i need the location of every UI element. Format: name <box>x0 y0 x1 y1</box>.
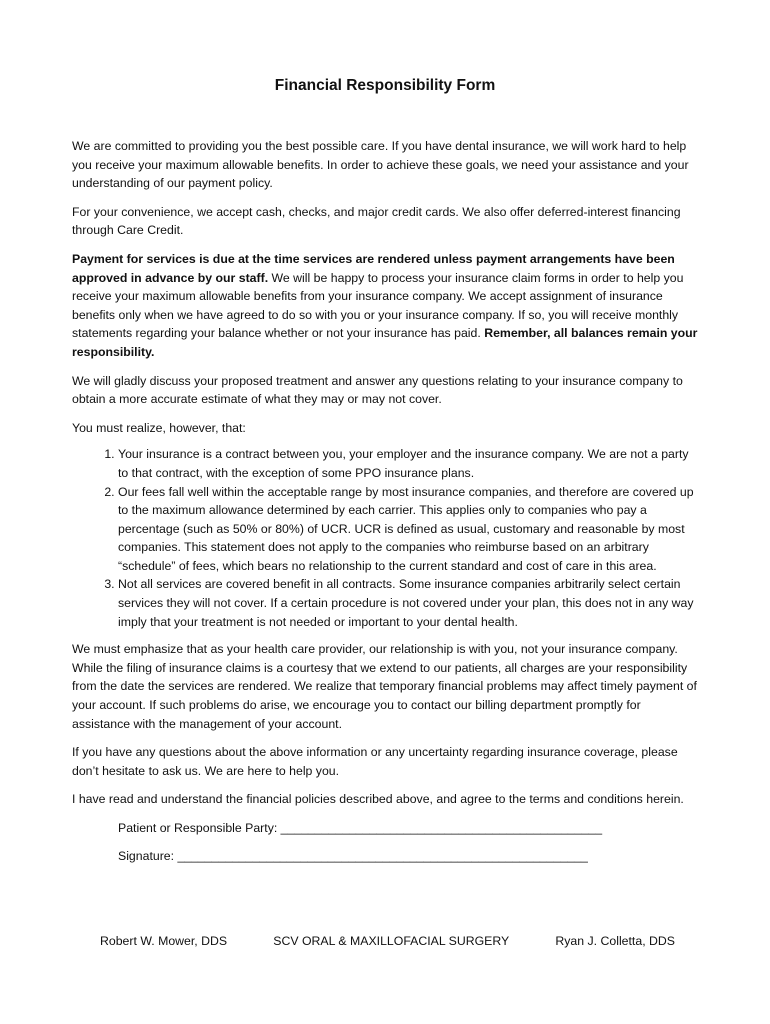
list-item: 2. Our fees fall well within the acceptable range by most insurance companies, and therefore are covered up to the maximum allowance determined by each carrier. This applies only to companies who pay a percentage (such as 50% or 80%) of UCR. UCR is defined as usual, customary and reasonable by most companies. This statement does not apply to the companies who reimburse based on an arbitrary “schedule” of fees, which bears no relationship to the current standard and cost of care in this area. <box>118 483 700 576</box>
paragraph-intro: We are committed to providing you the best possible care. If you have dental insurance, we will work hard to help you receive your maximum allowable benefits. In order to achieve these goals, we need your assistance and your understanding of our payment policy. <box>72 139 689 191</box>
document-body <box>72 137 700 865</box>
footer-practice-name: SCV ORAL & MAXILLOFACIAL SURGERY <box>273 934 510 948</box>
signature-field[interactable]: Signature: ____________________________________________________________ <box>118 848 588 863</box>
paragraph-relationship: We must emphasize that as your health care provider, our relationship is with you, not your insurance company. While the filing of insurance claims is a courtesy that we extend to our patients, all charges are your responsibility from the date the services are rendered. We realize that temporary financial problems may affect timely payment of your account. If such problems do arise, we encourage you to contact our billing department promptly for assistance with the management of your account. <box>72 642 697 731</box>
footer-doctor-left: Robert W. Mower, DDS <box>100 934 228 948</box>
paragraph-treatment-discussion: We will gladly discuss your proposed treatment and answer any questions relating to your insurance company to obtain a more accurate estimate of what they may or may not cover. <box>72 373 683 407</box>
page-title: Financial Responsibility Form <box>274 77 496 94</box>
list-item: 1. Your insurance is a contract between you, your employer and the insurance company. We are not a party to that contract, with the exception of some PPO insurance plans. <box>118 445 700 482</box>
footer <box>100 934 675 948</box>
paragraph-acknowledgement: I have read and understand the financial policies described above, and agree to the terms and conditions herein. <box>72 792 684 807</box>
balance-responsibility-notice: Remember, all balances remain your responsibility. <box>72 326 698 359</box>
insurance-claim-text: We will be happy to process your insurance claim forms in order to help you receive your maximum allowable benefits from your insurance company. We accept assignment of insurance benefits only when we have agreed to do so with you or your insurance company. If so, you will receive monthly statements regarding your balance whether or not your insurance has paid. <box>72 270 684 341</box>
list-item: 3. Not all services are covered benefit in all contracts. Some insurance companies arbitrarily select certain services they will not cover. If a certain procedure is not covered under your plan, this does not in any way imply that your treatment is not needed or important to your dental health. <box>118 575 700 631</box>
paragraph-payment-policy <box>72 250 700 362</box>
terms-list <box>72 445 700 631</box>
paragraph-payment-methods: For your convenience, we accept cash, checks, and major credit cards. We also offer deferred-interest financing through Care Credit. <box>72 204 681 238</box>
paragraph-realize-intro: You must realize, however, that: <box>72 420 246 435</box>
paragraph-questions: If you have any questions about the above information or any uncertainty regarding insurance coverage, please don’t hesitate to ask us. We are here to help you. <box>72 745 678 778</box>
payment-due-notice: Payment for services is due at the time services are rendered unless payment arrangements have been approved in advance by our staff. <box>72 251 675 285</box>
responsible-party-field[interactable]: Patient or Responsible Party: _______________________________________________ <box>118 821 603 835</box>
footer-doctor-right: Ryan J. Colletta, DDS <box>555 934 675 948</box>
